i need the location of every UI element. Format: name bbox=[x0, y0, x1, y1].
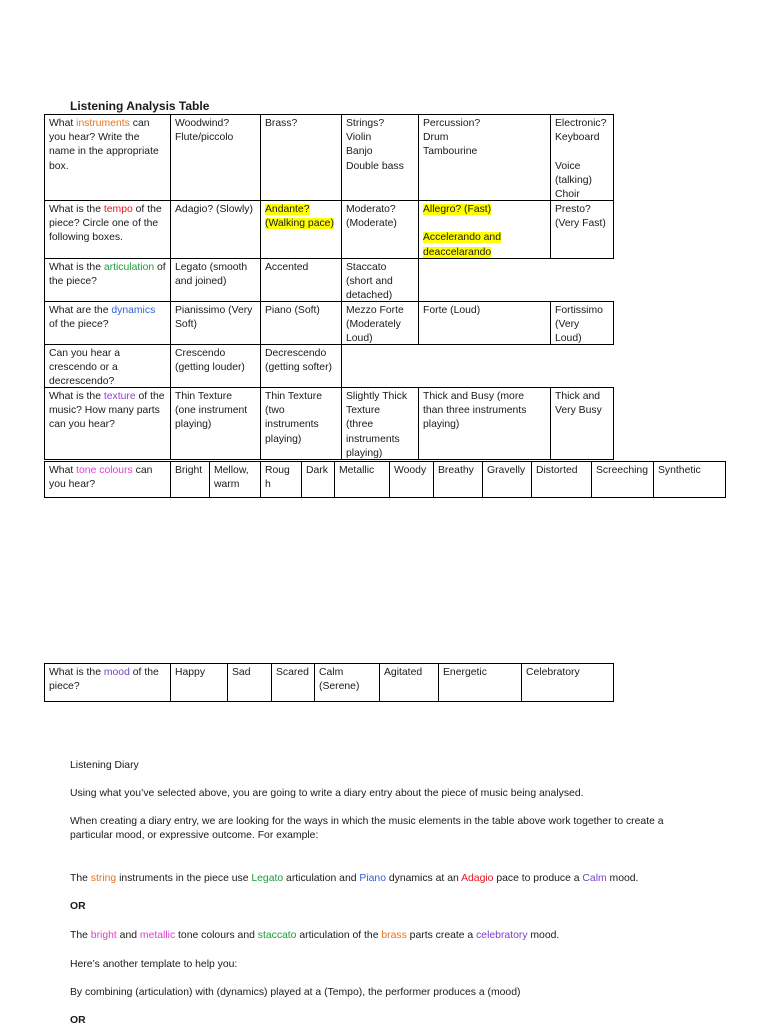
option-adagio[interactable]: Adagio? (Slowly) bbox=[170, 200, 261, 259]
or-separator-2: OR bbox=[70, 1015, 86, 1026]
option-woodwind[interactable]: Woodwind? Flute/piccolo bbox=[170, 114, 261, 201]
tone-option-mellow[interactable]: Mellow, warm bbox=[209, 461, 261, 498]
option-percussion[interactable]: Percussion? Drum Tambourine bbox=[418, 114, 551, 201]
mood-option-sad[interactable]: Sad bbox=[227, 663, 272, 702]
or-separator-1: OR bbox=[70, 901, 86, 912]
mood-option-happy[interactable]: Happy bbox=[170, 663, 228, 702]
option-thin-texture-one[interactable]: Thin Texture (one instrument playing) bbox=[170, 387, 261, 460]
option-piano[interactable]: Piano (Soft) bbox=[260, 301, 342, 345]
diary-instructions: Using what you’ve selected above, you are going to write a diary entry about the piece of music being analysed. bbox=[70, 788, 584, 799]
tone-option-dark[interactable]: Dark bbox=[301, 461, 335, 498]
option-forte[interactable]: Forte (Loud) bbox=[418, 301, 551, 345]
template-intro: Here’s another template to help you: bbox=[70, 959, 238, 970]
question-articulation: What is the articulation of the piece? bbox=[44, 258, 171, 302]
question-instruments: What instruments can you hear? Write the name in the appropriate box. bbox=[44, 114, 171, 201]
option-staccato[interactable]: Staccato (short and detached) bbox=[341, 258, 419, 302]
option-presto[interactable]: Presto? (Very Fast) bbox=[550, 200, 614, 259]
tone-option-rough[interactable]: Roug h bbox=[260, 461, 302, 498]
tone-option-breathy[interactable]: Breathy bbox=[433, 461, 483, 498]
tone-option-distorted[interactable]: Distorted bbox=[531, 461, 592, 498]
tone-option-bright[interactable]: Bright bbox=[170, 461, 210, 498]
option-electronic[interactable]: Electronic? Keyboard Voice (talking) Choir bbox=[550, 114, 614, 201]
question-tempo: What is the tempo of the piece? Circle one of the following boxes. bbox=[44, 200, 171, 259]
option-moderato[interactable]: Moderato? (Moderate) bbox=[341, 200, 419, 259]
option-thick-and-busy[interactable]: Thick and Busy (more than three instruments playing) bbox=[418, 387, 551, 460]
option-crescendo[interactable]: Crescendo (getting louder) bbox=[170, 344, 261, 388]
option-legato[interactable]: Legato (smooth and joined) bbox=[170, 258, 261, 302]
option-andante[interactable]: Andante? (Walking pace) bbox=[260, 200, 342, 259]
diary-heading: Listening Diary bbox=[70, 760, 139, 771]
tone-option-woody[interactable]: Woody bbox=[389, 461, 434, 498]
question-texture: What is the texture of the music? How many parts can you hear? bbox=[44, 387, 171, 460]
mood-option-scared[interactable]: Scared bbox=[271, 663, 315, 702]
question-tone-colours: What tone colours can you hear? bbox=[44, 461, 171, 498]
table-title: Listening Analysis Table bbox=[70, 99, 210, 113]
option-decrescendo[interactable]: Decrescendo (getting softer) bbox=[260, 344, 342, 388]
tone-option-gravelly[interactable]: Gravelly bbox=[482, 461, 532, 498]
option-allegro[interactable]: Allegro? (Fast) Accelerando and deaccelarando bbox=[418, 200, 551, 259]
mood-option-agitated[interactable]: Agitated bbox=[379, 663, 439, 702]
example-sentence-2: The bright and metallic tone colours and staccato articulation of the brass parts create a celebratory mood. bbox=[70, 930, 560, 941]
template-sentence: By combining (articulation) with (dynamics) played at a (Tempo), the performer produces a (mood) bbox=[70, 987, 521, 998]
option-mezzo-forte[interactable]: Mezzo Forte (Moderately Loud) bbox=[341, 301, 419, 345]
tone-option-metallic[interactable]: Metallic bbox=[334, 461, 390, 498]
option-slightly-thick-texture[interactable]: Slightly Thick Texture (three instruments playing) bbox=[341, 387, 419, 460]
question-dynamics: What are the dynamics of the piece? bbox=[44, 301, 171, 345]
question-mood: What is the mood of the piece? bbox=[44, 663, 171, 702]
diary-explanation: When creating a diary entry, we are looking for the ways in which the music elements in the table above work together to create a particular mood, or expressive outcome. For example: bbox=[70, 816, 664, 841]
option-thin-texture-two[interactable]: Thin Texture (two instruments playing) bbox=[260, 387, 342, 460]
mood-option-energetic[interactable]: Energetic bbox=[438, 663, 522, 702]
option-pianissimo[interactable]: Pianissimo (Very Soft) bbox=[170, 301, 261, 345]
option-accented[interactable]: Accented bbox=[260, 258, 342, 302]
option-strings[interactable]: Strings? Violin Banjo Double bass bbox=[341, 114, 419, 201]
option-fortissimo[interactable]: Fortissimo (Very Loud) bbox=[550, 301, 614, 345]
option-brass[interactable]: Brass? bbox=[260, 114, 342, 201]
tone-option-synthetic[interactable]: Synthetic bbox=[653, 461, 726, 498]
mood-option-celebratory[interactable]: Celebratory bbox=[521, 663, 614, 702]
option-thick-very-busy[interactable]: Thick and Very Busy bbox=[550, 387, 614, 460]
question-crescendo: Can you hear a crescendo or a decrescendo? bbox=[44, 344, 171, 388]
mood-option-calm[interactable]: Calm (Serene) bbox=[314, 663, 380, 702]
tone-option-screeching[interactable]: Screeching bbox=[591, 461, 654, 498]
example-sentence-1: The string instruments in the piece use Legato articulation and Piano dynamics at an Adagio pace to produce a Calm mood. bbox=[70, 873, 639, 884]
